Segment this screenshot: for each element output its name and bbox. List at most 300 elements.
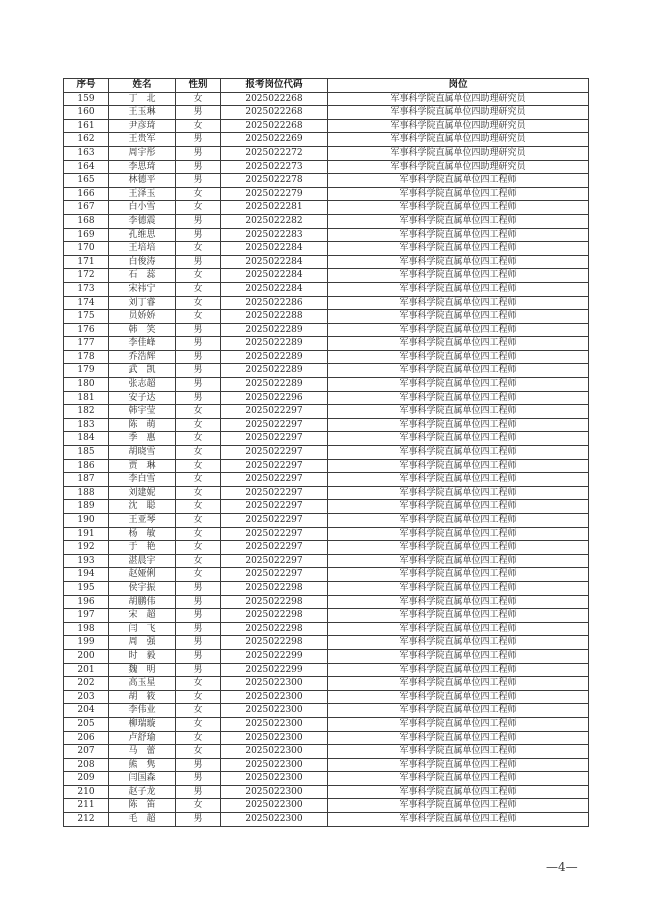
cell-name: 王泽玉	[109, 187, 176, 201]
cell-name: 王玉琳	[109, 106, 176, 120]
cell-position: 军事科学院直属单位四工程师	[328, 690, 589, 704]
cell-position: 军事科学院直属单位四工程师	[328, 201, 589, 215]
cell-name: 杨 敏	[109, 527, 176, 541]
cell-position-code: 2025022286	[221, 296, 328, 310]
cell-gender: 女	[176, 799, 221, 813]
cell-name: 陈 萌	[109, 418, 176, 432]
cell-name: 于 艳	[109, 541, 176, 555]
cell-name: 时 毅	[109, 649, 176, 663]
cell-name: 石 蕊	[109, 269, 176, 283]
table-row	[64, 772, 589, 786]
cell-serial: 169	[64, 228, 109, 242]
cell-position-code: 2025022298	[221, 581, 328, 595]
cell-position-code: 2025022279	[221, 187, 328, 201]
cell-position: 军事科学院直属单位四工程师	[328, 595, 589, 609]
table-row	[64, 174, 589, 188]
table-row	[64, 649, 589, 663]
cell-position: 军事科学院直属单位四工程师	[328, 214, 589, 228]
cell-name: 胡鹏伟	[109, 595, 176, 609]
cell-name: 闫 飞	[109, 622, 176, 636]
cell-name: 王培培	[109, 242, 176, 256]
table-row	[64, 418, 589, 432]
cell-gender: 男	[176, 772, 221, 786]
table-row	[64, 527, 589, 541]
cell-name: 宋 超	[109, 609, 176, 623]
cell-position-code: 2025022297	[221, 514, 328, 528]
cell-gender: 女	[176, 310, 221, 324]
cell-gender: 女	[176, 745, 221, 759]
cell-position-code: 2025022284	[221, 269, 328, 283]
table-row	[64, 405, 589, 419]
cell-position-code: 2025022300	[221, 813, 328, 827]
cell-gender: 女	[176, 554, 221, 568]
cell-gender: 男	[176, 146, 221, 160]
cell-serial: 196	[64, 595, 109, 609]
cell-name: 陈 笛	[109, 799, 176, 813]
cell-gender: 男	[176, 595, 221, 609]
cell-gender: 男	[176, 663, 221, 677]
cell-position: 军事科学院直属单位四工程师	[328, 717, 589, 731]
cell-gender: 男	[176, 391, 221, 405]
cell-serial: 164	[64, 160, 109, 174]
cell-position: 军事科学院直属单位四工程师	[328, 772, 589, 786]
cell-position-code: 2025022273	[221, 160, 328, 174]
cell-position: 军事科学院直属单位四工程师	[328, 378, 589, 392]
table-row	[64, 785, 589, 799]
cell-serial: 208	[64, 758, 109, 772]
cell-name: 安子达	[109, 391, 176, 405]
table-row	[64, 799, 589, 813]
table-row	[64, 581, 589, 595]
cell-position: 军事科学院直属单位四工程师	[328, 758, 589, 772]
cell-position-code: 2025022298	[221, 609, 328, 623]
cell-position-code: 2025022297	[221, 500, 328, 514]
cell-position: 军事科学院直属单位四工程师	[328, 255, 589, 269]
cell-position-code: 2025022289	[221, 337, 328, 351]
table-row	[64, 350, 589, 364]
cell-position: 军事科学院直属单位四工程师	[328, 473, 589, 487]
cell-gender: 男	[176, 174, 221, 188]
table-row	[64, 568, 589, 582]
cell-position: 军事科学院直属单位四工程师	[328, 541, 589, 555]
cell-position: 军事科学院直属单位四工程师	[328, 228, 589, 242]
cell-serial: 206	[64, 731, 109, 745]
cell-gender: 女	[176, 568, 221, 582]
cell-gender: 女	[176, 446, 221, 460]
cell-position: 军事科学院直属单位四助理研究员	[328, 160, 589, 174]
table-row	[64, 609, 589, 623]
cell-position-code: 2025022297	[221, 432, 328, 446]
cell-name: 沈 聪	[109, 500, 176, 514]
cell-serial: 199	[64, 636, 109, 650]
cell-position-code: 2025022268	[221, 92, 328, 106]
cell-serial: 198	[64, 622, 109, 636]
cell-name: 赵娅俐	[109, 568, 176, 582]
cell-name: 高玉星	[109, 677, 176, 691]
cell-serial: 189	[64, 500, 109, 514]
cell-name: 柳瑞璇	[109, 717, 176, 731]
table-row	[64, 622, 589, 636]
cell-gender: 女	[176, 119, 221, 133]
cell-position: 军事科学院直属单位四工程师	[328, 323, 589, 337]
page-number: —4—	[546, 860, 578, 874]
cell-position-code: 2025022284	[221, 282, 328, 296]
cell-position-code: 2025022269	[221, 133, 328, 147]
cell-serial: 168	[64, 214, 109, 228]
table-row	[64, 541, 589, 555]
header-position-code: 报考岗位代码	[221, 79, 328, 93]
cell-position-code: 2025022284	[221, 242, 328, 256]
cell-position-code: 2025022284	[221, 255, 328, 269]
cell-gender: 男	[176, 785, 221, 799]
cell-gender: 男	[176, 133, 221, 147]
table-row	[64, 459, 589, 473]
cell-position: 军事科学院直属单位四工程师	[328, 636, 589, 650]
cell-gender: 男	[176, 378, 221, 392]
cell-serial: 180	[64, 378, 109, 392]
table-row	[64, 92, 589, 106]
table-row	[64, 214, 589, 228]
cell-position: 军事科学院直属单位四工程师	[328, 391, 589, 405]
cell-position: 军事科学院直属单位四助理研究员	[328, 92, 589, 106]
cell-position: 军事科学院直属单位四工程师	[328, 609, 589, 623]
cell-name: 尹彦琦	[109, 119, 176, 133]
cell-gender: 女	[176, 731, 221, 745]
table-row	[64, 486, 589, 500]
cell-serial: 192	[64, 541, 109, 555]
cell-gender: 男	[176, 106, 221, 120]
table-row	[64, 255, 589, 269]
cell-name: 李白雪	[109, 473, 176, 487]
cell-serial: 176	[64, 323, 109, 337]
cell-name: 韩宇莹	[109, 405, 176, 419]
cell-serial: 201	[64, 663, 109, 677]
cell-position-code: 2025022272	[221, 146, 328, 160]
header-serial: 序号	[64, 79, 109, 93]
cell-position-code: 2025022300	[221, 772, 328, 786]
header-row	[64, 79, 589, 93]
table-row	[64, 146, 589, 160]
table-row	[64, 595, 589, 609]
cell-serial: 184	[64, 432, 109, 446]
cell-name: 李德震	[109, 214, 176, 228]
cell-serial: 160	[64, 106, 109, 120]
cell-gender: 女	[176, 432, 221, 446]
cell-position-code: 2025022300	[221, 677, 328, 691]
cell-position: 军事科学院直属单位四工程师	[328, 418, 589, 432]
cell-name: 孔维思	[109, 228, 176, 242]
cell-serial: 200	[64, 649, 109, 663]
cell-gender: 男	[176, 813, 221, 827]
cell-position: 军事科学院直属单位四工程师	[328, 799, 589, 813]
table-row	[64, 554, 589, 568]
table-row	[64, 717, 589, 731]
cell-position-code: 2025022300	[221, 785, 328, 799]
cell-name: 白小雪	[109, 201, 176, 215]
cell-gender: 女	[176, 514, 221, 528]
cell-name: 张志超	[109, 378, 176, 392]
cell-serial: 178	[64, 350, 109, 364]
table-row	[64, 337, 589, 351]
cell-position-code: 2025022300	[221, 745, 328, 759]
cell-gender: 女	[176, 405, 221, 419]
cell-gender: 女	[176, 677, 221, 691]
cell-name: 胡 筱	[109, 690, 176, 704]
cell-serial: 161	[64, 119, 109, 133]
cell-serial: 187	[64, 473, 109, 487]
cell-serial: 159	[64, 92, 109, 106]
applicant-roster-table	[63, 78, 589, 827]
cell-gender: 男	[176, 649, 221, 663]
cell-position: 军事科学院直属单位四工程师	[328, 554, 589, 568]
cell-name: 李思琦	[109, 160, 176, 174]
table-row	[64, 731, 589, 745]
cell-position: 军事科学院直属单位四工程师	[328, 785, 589, 799]
cell-gender: 女	[176, 242, 221, 256]
cell-gender: 女	[176, 527, 221, 541]
cell-position-code: 2025022300	[221, 799, 328, 813]
cell-position-code: 2025022297	[221, 446, 328, 460]
cell-gender: 女	[176, 459, 221, 473]
cell-position: 军事科学院直属单位四工程师	[328, 813, 589, 827]
cell-position-code: 2025022300	[221, 758, 328, 772]
cell-position-code: 2025022289	[221, 323, 328, 337]
cell-position: 军事科学院直属单位四助理研究员	[328, 119, 589, 133]
table-row	[64, 242, 589, 256]
cell-gender: 男	[176, 758, 221, 772]
cell-position: 军事科学院直属单位四工程师	[328, 568, 589, 582]
cell-position-code: 2025022268	[221, 106, 328, 120]
cell-position-code: 2025022299	[221, 649, 328, 663]
cell-serial: 212	[64, 813, 109, 827]
table-row	[64, 514, 589, 528]
cell-serial: 203	[64, 690, 109, 704]
cell-gender: 女	[176, 704, 221, 718]
cell-position: 军事科学院直属单位四工程师	[328, 500, 589, 514]
cell-position-code: 2025022298	[221, 622, 328, 636]
cell-position-code: 2025022297	[221, 527, 328, 541]
table-row	[64, 133, 589, 147]
cell-name: 湛晨宇	[109, 554, 176, 568]
cell-serial: 182	[64, 405, 109, 419]
cell-gender: 女	[176, 269, 221, 283]
cell-name: 赵子龙	[109, 785, 176, 799]
table-row	[64, 310, 589, 324]
cell-serial: 211	[64, 799, 109, 813]
cell-name: 刘丁睿	[109, 296, 176, 310]
cell-serial: 167	[64, 201, 109, 215]
cell-name: 乔浩辉	[109, 350, 176, 364]
table-row	[64, 106, 589, 120]
cell-name: 周 强	[109, 636, 176, 650]
cell-serial: 186	[64, 459, 109, 473]
cell-serial: 191	[64, 527, 109, 541]
cell-position: 军事科学院直属单位四工程师	[328, 446, 589, 460]
cell-name: 宋祎宁	[109, 282, 176, 296]
table-row	[64, 813, 589, 827]
cell-position-code: 2025022298	[221, 636, 328, 650]
cell-position: 军事科学院直属单位四助理研究员	[328, 106, 589, 120]
cell-name: 卢舒瑜	[109, 731, 176, 745]
cell-serial: 166	[64, 187, 109, 201]
cell-name: 丁 北	[109, 92, 176, 106]
cell-name: 闫国森	[109, 772, 176, 786]
cell-position: 军事科学院直属单位四工程师	[328, 282, 589, 296]
cell-name: 王亚琴	[109, 514, 176, 528]
cell-position-code: 2025022298	[221, 595, 328, 609]
cell-position: 军事科学院直属单位四助理研究员	[328, 133, 589, 147]
cell-name: 韩 笑	[109, 323, 176, 337]
cell-gender: 男	[176, 622, 221, 636]
cell-position: 军事科学院直属单位四工程师	[328, 242, 589, 256]
cell-gender: 男	[176, 160, 221, 174]
cell-name: 胡晓雪	[109, 446, 176, 460]
table-row	[64, 690, 589, 704]
cell-serial: 197	[64, 609, 109, 623]
cell-position-code: 2025022297	[221, 473, 328, 487]
cell-serial: 183	[64, 418, 109, 432]
cell-position-code: 2025022297	[221, 568, 328, 582]
cell-gender: 女	[176, 717, 221, 731]
cell-gender: 男	[176, 350, 221, 364]
table-row	[64, 446, 589, 460]
cell-position-code: 2025022289	[221, 378, 328, 392]
cell-name: 马 蕾	[109, 745, 176, 759]
cell-name: 员娇娇	[109, 310, 176, 324]
cell-position: 军事科学院直属单位四工程师	[328, 269, 589, 283]
table-row	[64, 364, 589, 378]
cell-position: 军事科学院直属单位四工程师	[328, 514, 589, 528]
cell-gender: 男	[176, 228, 221, 242]
cell-serial: 179	[64, 364, 109, 378]
cell-serial: 163	[64, 146, 109, 160]
cell-name: 武 凯	[109, 364, 176, 378]
cell-position: 军事科学院直属单位四工程师	[328, 459, 589, 473]
cell-name: 熊 隽	[109, 758, 176, 772]
cell-position-code: 2025022300	[221, 704, 328, 718]
cell-position-code: 2025022297	[221, 405, 328, 419]
table-row	[64, 391, 589, 405]
cell-position-code: 2025022289	[221, 350, 328, 364]
cell-position-code: 2025022296	[221, 391, 328, 405]
cell-gender: 女	[176, 690, 221, 704]
cell-gender: 女	[176, 296, 221, 310]
cell-name: 贾 琳	[109, 459, 176, 473]
table-row	[64, 296, 589, 310]
table-row	[64, 269, 589, 283]
cell-position: 军事科学院直属单位四工程师	[328, 337, 589, 351]
cell-serial: 209	[64, 772, 109, 786]
cell-position-code: 2025022299	[221, 663, 328, 677]
cell-serial: 210	[64, 785, 109, 799]
table-row	[64, 500, 589, 514]
cell-serial: 193	[64, 554, 109, 568]
cell-position-code: 2025022300	[221, 690, 328, 704]
cell-serial: 202	[64, 677, 109, 691]
cell-position: 军事科学院直属单位四工程师	[328, 704, 589, 718]
table-row	[64, 663, 589, 677]
cell-position: 军事科学院直属单位四工程师	[328, 581, 589, 595]
cell-position: 军事科学院直属单位四工程师	[328, 677, 589, 691]
cell-position: 军事科学院直属单位四工程师	[328, 432, 589, 446]
cell-name: 刘建妮	[109, 486, 176, 500]
cell-position: 军事科学院直属单位四工程师	[328, 174, 589, 188]
table-row	[64, 201, 589, 215]
cell-serial: 204	[64, 704, 109, 718]
header-position: 岗位	[328, 79, 589, 93]
cell-position: 军事科学院直属单位四工程师	[328, 663, 589, 677]
cell-serial: 195	[64, 581, 109, 595]
cell-position-code: 2025022297	[221, 418, 328, 432]
cell-serial: 205	[64, 717, 109, 731]
cell-position-code: 2025022289	[221, 364, 328, 378]
cell-serial: 185	[64, 446, 109, 460]
cell-gender: 女	[176, 473, 221, 487]
table-row	[64, 282, 589, 296]
table-body	[64, 92, 589, 826]
cell-position: 军事科学院直属单位四工程师	[328, 745, 589, 759]
cell-position: 军事科学院直属单位四工程师	[328, 405, 589, 419]
cell-position: 军事科学院直属单位四工程师	[328, 486, 589, 500]
cell-serial: 190	[64, 514, 109, 528]
cell-position: 军事科学院直属单位四工程师	[328, 350, 589, 364]
cell-position-code: 2025022288	[221, 310, 328, 324]
table-header	[64, 79, 589, 93]
cell-position-code: 2025022297	[221, 486, 328, 500]
cell-serial: 171	[64, 255, 109, 269]
cell-serial: 174	[64, 296, 109, 310]
cell-position-code: 2025022283	[221, 228, 328, 242]
cell-gender: 女	[176, 486, 221, 500]
cell-serial: 170	[64, 242, 109, 256]
cell-serial: 181	[64, 391, 109, 405]
table-row	[64, 745, 589, 759]
cell-position: 军事科学院直属单位四工程师	[328, 527, 589, 541]
cell-name: 李佳峰	[109, 337, 176, 351]
cell-position-code: 2025022297	[221, 459, 328, 473]
cell-gender: 男	[176, 581, 221, 595]
cell-gender: 女	[176, 282, 221, 296]
cell-position-code: 2025022300	[221, 731, 328, 745]
cell-serial: 175	[64, 310, 109, 324]
cell-name: 白俊涛	[109, 255, 176, 269]
cell-position: 军事科学院直属单位四工程师	[328, 622, 589, 636]
table-row	[64, 323, 589, 337]
cell-serial: 207	[64, 745, 109, 759]
cell-position-code: 2025022268	[221, 119, 328, 133]
cell-gender: 女	[176, 187, 221, 201]
cell-name: 季 惠	[109, 432, 176, 446]
cell-gender: 女	[176, 92, 221, 106]
cell-serial: 172	[64, 269, 109, 283]
table-row	[64, 119, 589, 133]
table-row	[64, 636, 589, 650]
cell-position: 军事科学院直属单位四工程师	[328, 731, 589, 745]
cell-serial: 194	[64, 568, 109, 582]
cell-gender: 男	[176, 337, 221, 351]
cell-name: 侯宇振	[109, 581, 176, 595]
cell-position-code: 2025022281	[221, 201, 328, 215]
cell-position-code: 2025022282	[221, 214, 328, 228]
cell-name: 李伟业	[109, 704, 176, 718]
table-row	[64, 677, 589, 691]
cell-position: 军事科学院直属单位四工程师	[328, 364, 589, 378]
cell-position: 军事科学院直属单位四工程师	[328, 187, 589, 201]
table-row	[64, 160, 589, 174]
cell-name: 林德平	[109, 174, 176, 188]
header-gender: 性别	[176, 79, 221, 93]
cell-position: 军事科学院直属单位四助理研究员	[328, 146, 589, 160]
